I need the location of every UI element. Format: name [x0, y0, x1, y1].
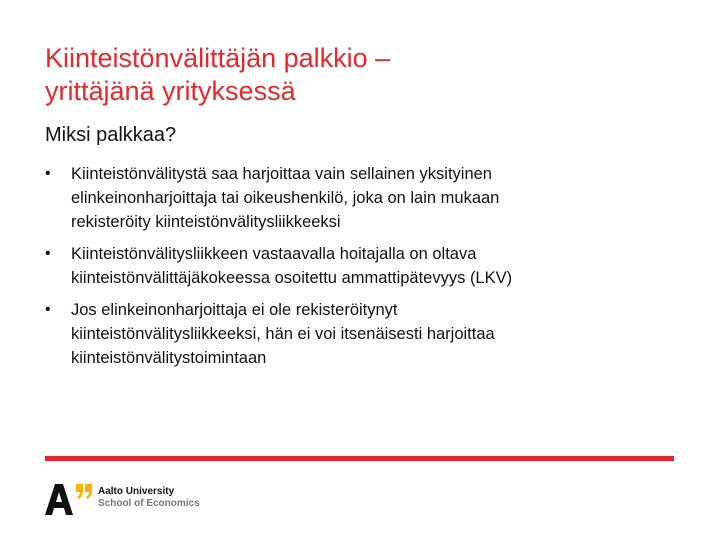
slide-title-line-2: yrittäjänä yrityksessä [45, 76, 296, 106]
bullet-text-line: elinkeinonharjoittaja tai oikeushenkilö, joka on lain mukaan [71, 189, 500, 207]
bullet-marker: • [45, 245, 51, 262]
bullet-text-line: rekisteröity kiinteistönvälitysliikkeeksi [71, 213, 341, 231]
slide-title [45, 42, 685, 108]
footer-divider [45, 456, 674, 461]
slide-subtitle: Miksi palkkaa? [45, 124, 177, 146]
bullet-text-line: kiinteistönvälittäjäkokeessa osoitettu ammattipätevyys (LKV) [71, 269, 513, 287]
logo-wordmark [98, 486, 200, 510]
aalto-logo [45, 482, 245, 518]
bullet-marker: • [45, 301, 51, 318]
bullet-list [45, 162, 655, 378]
bullet-text-line: kiinteistönvälitystoimintaan [71, 349, 267, 367]
bullet-text-line: kiinteistönvälitysliikkeeksi, hän ei voi itsenäisesti harjoittaa [71, 325, 495, 343]
bullet-text-line: Kiinteistönvälitysliikkeen vastaavalla hoitajalla on oltava [71, 245, 477, 263]
bullet-item-2 [45, 242, 655, 290]
bullet-text-line: Jos elinkeinonharjoittaja ei ole rekisteröitynyt [71, 301, 398, 319]
bullet-marker: • [45, 165, 51, 182]
bullet-text-line: Kiinteistönvälitystä saa harjoittaa vain sellainen yksityinen [71, 165, 492, 183]
bullet-item-3 [45, 298, 655, 370]
logo-school-name: School of Economics [98, 498, 200, 509]
slide-title-line-1: Kiinteistönvälittäjän palkkio – [45, 43, 391, 73]
bullet-item-1 [45, 162, 655, 234]
logo-university-name: Aalto University [98, 486, 175, 497]
aalto-a-quote-icon [45, 482, 95, 516]
